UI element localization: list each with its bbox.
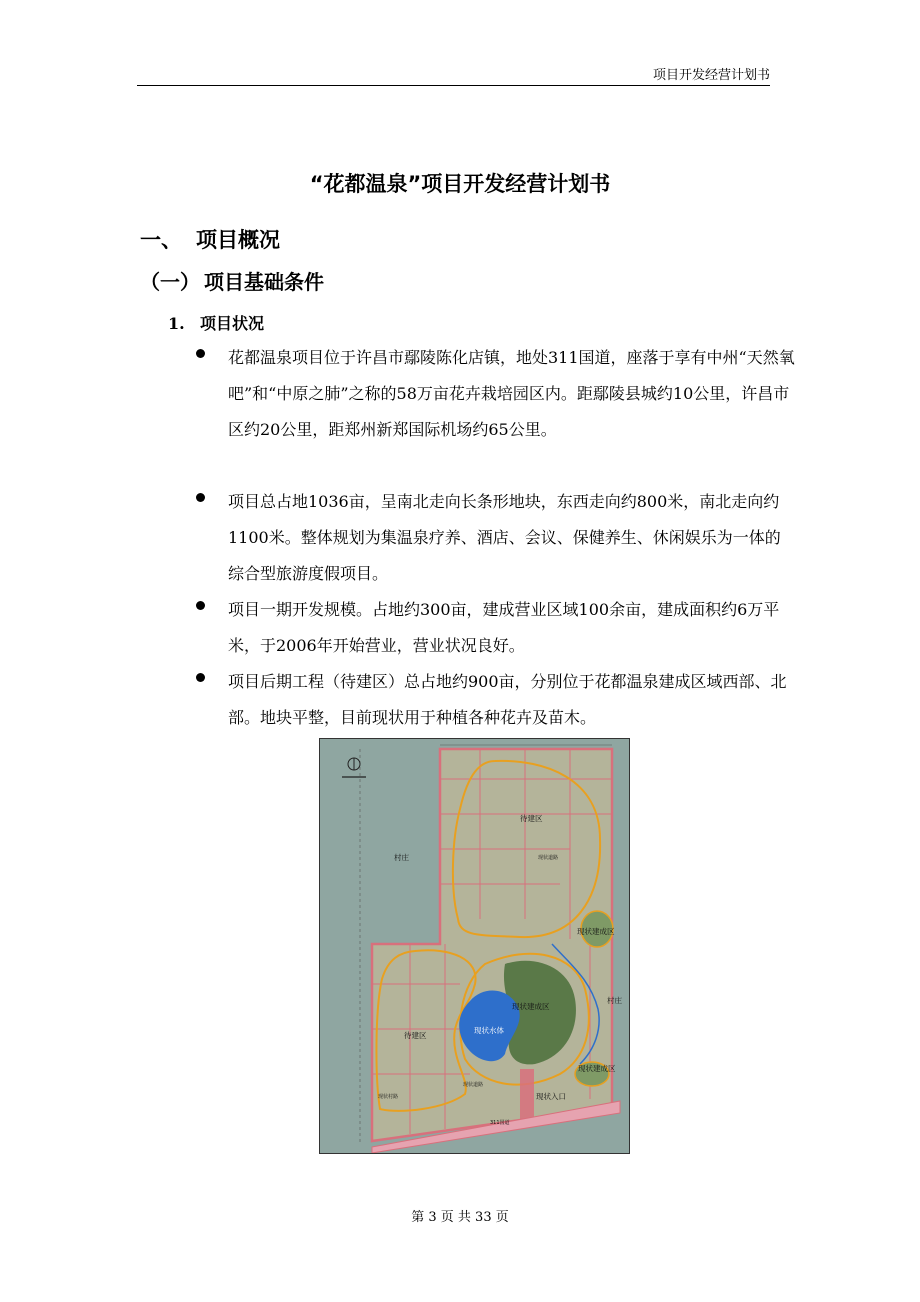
running-header: 项目开发经营计划书: [652, 68, 770, 83]
label-village-east: 村庄: [607, 996, 622, 1005]
subsection-title: 项目基础条件: [204, 270, 324, 294]
section-title: 项目概况: [196, 228, 280, 252]
subsection-heading: [140, 266, 324, 295]
item-number: 1.: [168, 314, 185, 333]
document-title: “花都温泉”项目开发经营计划书: [309, 172, 611, 196]
site-plan-map: [320, 739, 629, 1153]
bullet-dot: [196, 493, 205, 502]
label-built-se: 现状建成区: [578, 1064, 616, 1073]
label-village-road: 现状村路: [378, 1094, 399, 1100]
entrance-road: [520, 1069, 534, 1119]
item-title: 项目状况: [200, 314, 265, 333]
label-built-ne: 现状建成区: [577, 927, 615, 936]
bullet-item: [196, 592, 796, 664]
bullet-item: [196, 664, 796, 736]
label-north-road: 现状道路: [538, 855, 559, 861]
label-water: 现状水体: [474, 1026, 504, 1035]
bullet-text: 花都温泉项目位于许昌市鄢陵陈化店镇，地处311国道，座落于享有中州“天然氧吧”和“中原之肺”之称的58万亩花卉栽培园区内。距鄢陵县城约10公里，许昌市区约20公里，距郑州新郑国际机场约65公里。: [228, 348, 795, 439]
bullet-text: 项目一期开发规模。占地约300亩，建成营业区域100余亩，建成面积约6万平米，于2006年开始营业，营业状况良好。: [228, 600, 780, 655]
label-west-zone: 待建区: [404, 1031, 427, 1040]
bullet-dot: [196, 601, 205, 610]
bullet-text: 项目总占地1036亩，呈南北走向长条形地块，东西走向约800米，南北走向约1100米。整体规划为集温泉疗养、酒店、会议、保健养生、休闲娱乐为一体的综合型旅游度假项目。: [228, 492, 781, 583]
label-village-west: 村庄: [394, 853, 409, 862]
page-footer: 第 3 页 共 33 页: [411, 1210, 509, 1225]
section-heading-1: [140, 224, 280, 254]
bullet-dot: [196, 673, 205, 682]
label-built-center: 现状建成区: [512, 1002, 550, 1011]
label-north-zone: 待建区: [520, 814, 543, 823]
bullet-item: [196, 340, 796, 448]
bullet-text: 项目后期工程（待建区）总占地约900亩，分别位于花都温泉建成区域西部、北部。地块平整，目前现状用于种植各种花卉及苗木。: [228, 672, 787, 727]
item-heading: [168, 311, 264, 334]
label-highway: 311国道: [490, 1120, 510, 1126]
label-south-road: 现状道路: [463, 1082, 484, 1088]
section-number: 一、: [140, 228, 182, 252]
bullet-item: [196, 484, 796, 592]
label-entrance: 现状入口: [536, 1092, 566, 1101]
header-divider: [137, 85, 770, 86]
subsection-number: （一）: [140, 270, 200, 294]
site-plan-figure: [319, 738, 630, 1154]
bullet-dot: [196, 349, 205, 358]
